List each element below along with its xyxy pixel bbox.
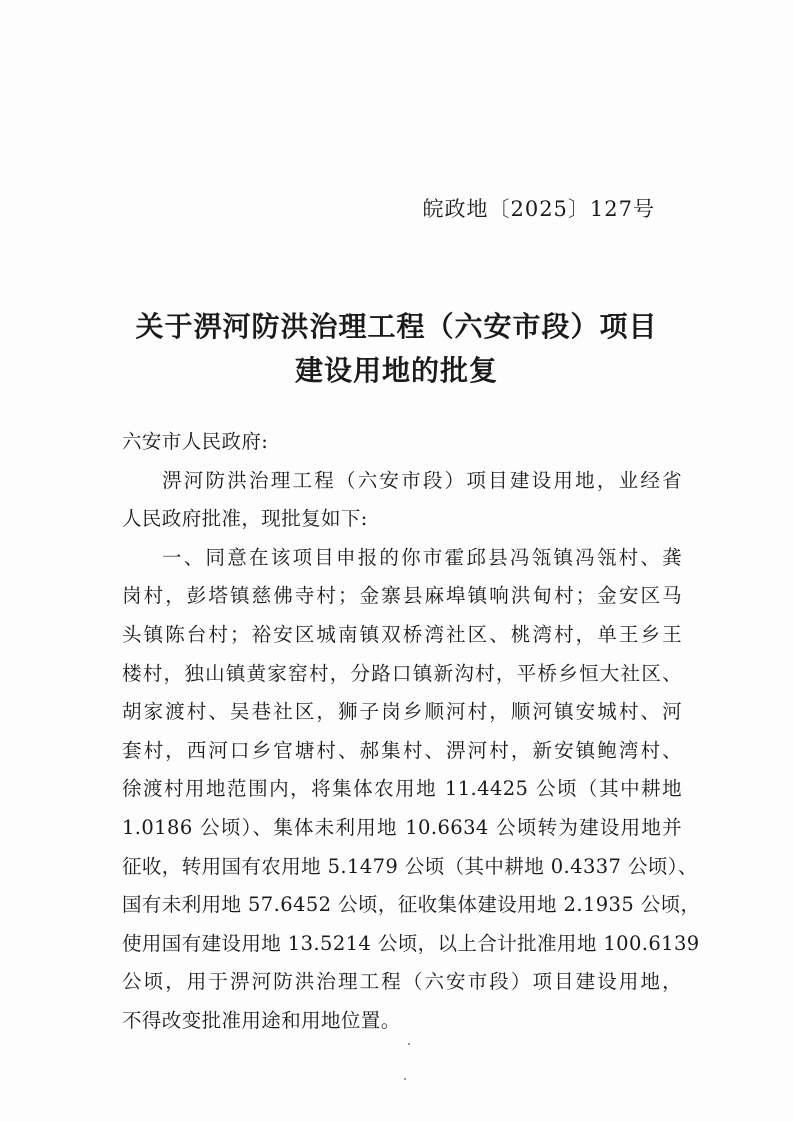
paragraph-2-line: 1.0186 公顷）、集体未利用地 10.6634 公顷转为建设用地并 — [122, 815, 682, 839]
paragraph-2-line: 公顷，用于淠河防洪治理工程（六安市段）项目建设用地， — [122, 970, 682, 994]
title-line-1: 关于淠河防洪治理工程（六安市段）项目 — [135, 310, 658, 343]
paragraph-2-line: 使用国有建设用地 13.5214 公顷，以上合计批准用地 100.6139 — [122, 931, 700, 955]
paragraph-1-line: 淠河防洪治理工程（六安市段）项目建设用地，业经省 — [162, 468, 682, 492]
paragraph-2-line: 胡家渡村、吴巷社区，狮子岗乡顺河村，顺河镇安城村、河 — [122, 700, 682, 724]
document-body — [122, 423, 701, 1041]
paragraph-2-line: 楼村，独山镇黄家窑村，分路口镇新沟村，平桥乡恒大社区、 — [122, 661, 682, 685]
title-line-2: 建设用地的批复 — [294, 354, 498, 387]
paragraph-2-line: 一、同意在该项目申报的你市霍邱县冯瓴镇冯瓴村、龚 — [162, 545, 682, 569]
document-title — [0, 305, 793, 393]
paragraph-2-line: 国有未利用地 57.6452 公顷，征收集体建设用地 2.1935 公顷， — [122, 893, 701, 917]
document-number: 皖政地〔2025〕127号 — [422, 197, 655, 221]
scan-speck — [404, 1078, 406, 1080]
paragraph-2-line: 征收，转用国有农用地 5.1479 公顷（其中耕地 0.4337 公顷）、 — [122, 854, 698, 878]
paragraph-2-line: 头镇陈台村；裕安区城南镇双桥湾社区、桃湾村，单王乡王 — [122, 622, 682, 646]
paragraph-2-line: 徐渡村用地范围内，将集体农用地 11.4425 公顷（其中耕地 — [122, 777, 682, 801]
paragraph-2-line: 套村，西河口乡官塘村、郝集村、淠河村，新安镇鲍湾村、 — [122, 738, 682, 762]
paragraph-2-line: 不得改变批准用途和用地位置。 — [122, 1008, 401, 1032]
paragraph-1-line: 人民政府批准，现批复如下: — [122, 507, 368, 531]
paragraph-2-line: 岗村，彭塔镇慈佛寺村；金寨县麻埠镇响洪甸村；金安区马 — [122, 584, 682, 608]
scan-speck — [408, 1043, 410, 1045]
addressee: 六安市人民政府: — [122, 430, 269, 453]
